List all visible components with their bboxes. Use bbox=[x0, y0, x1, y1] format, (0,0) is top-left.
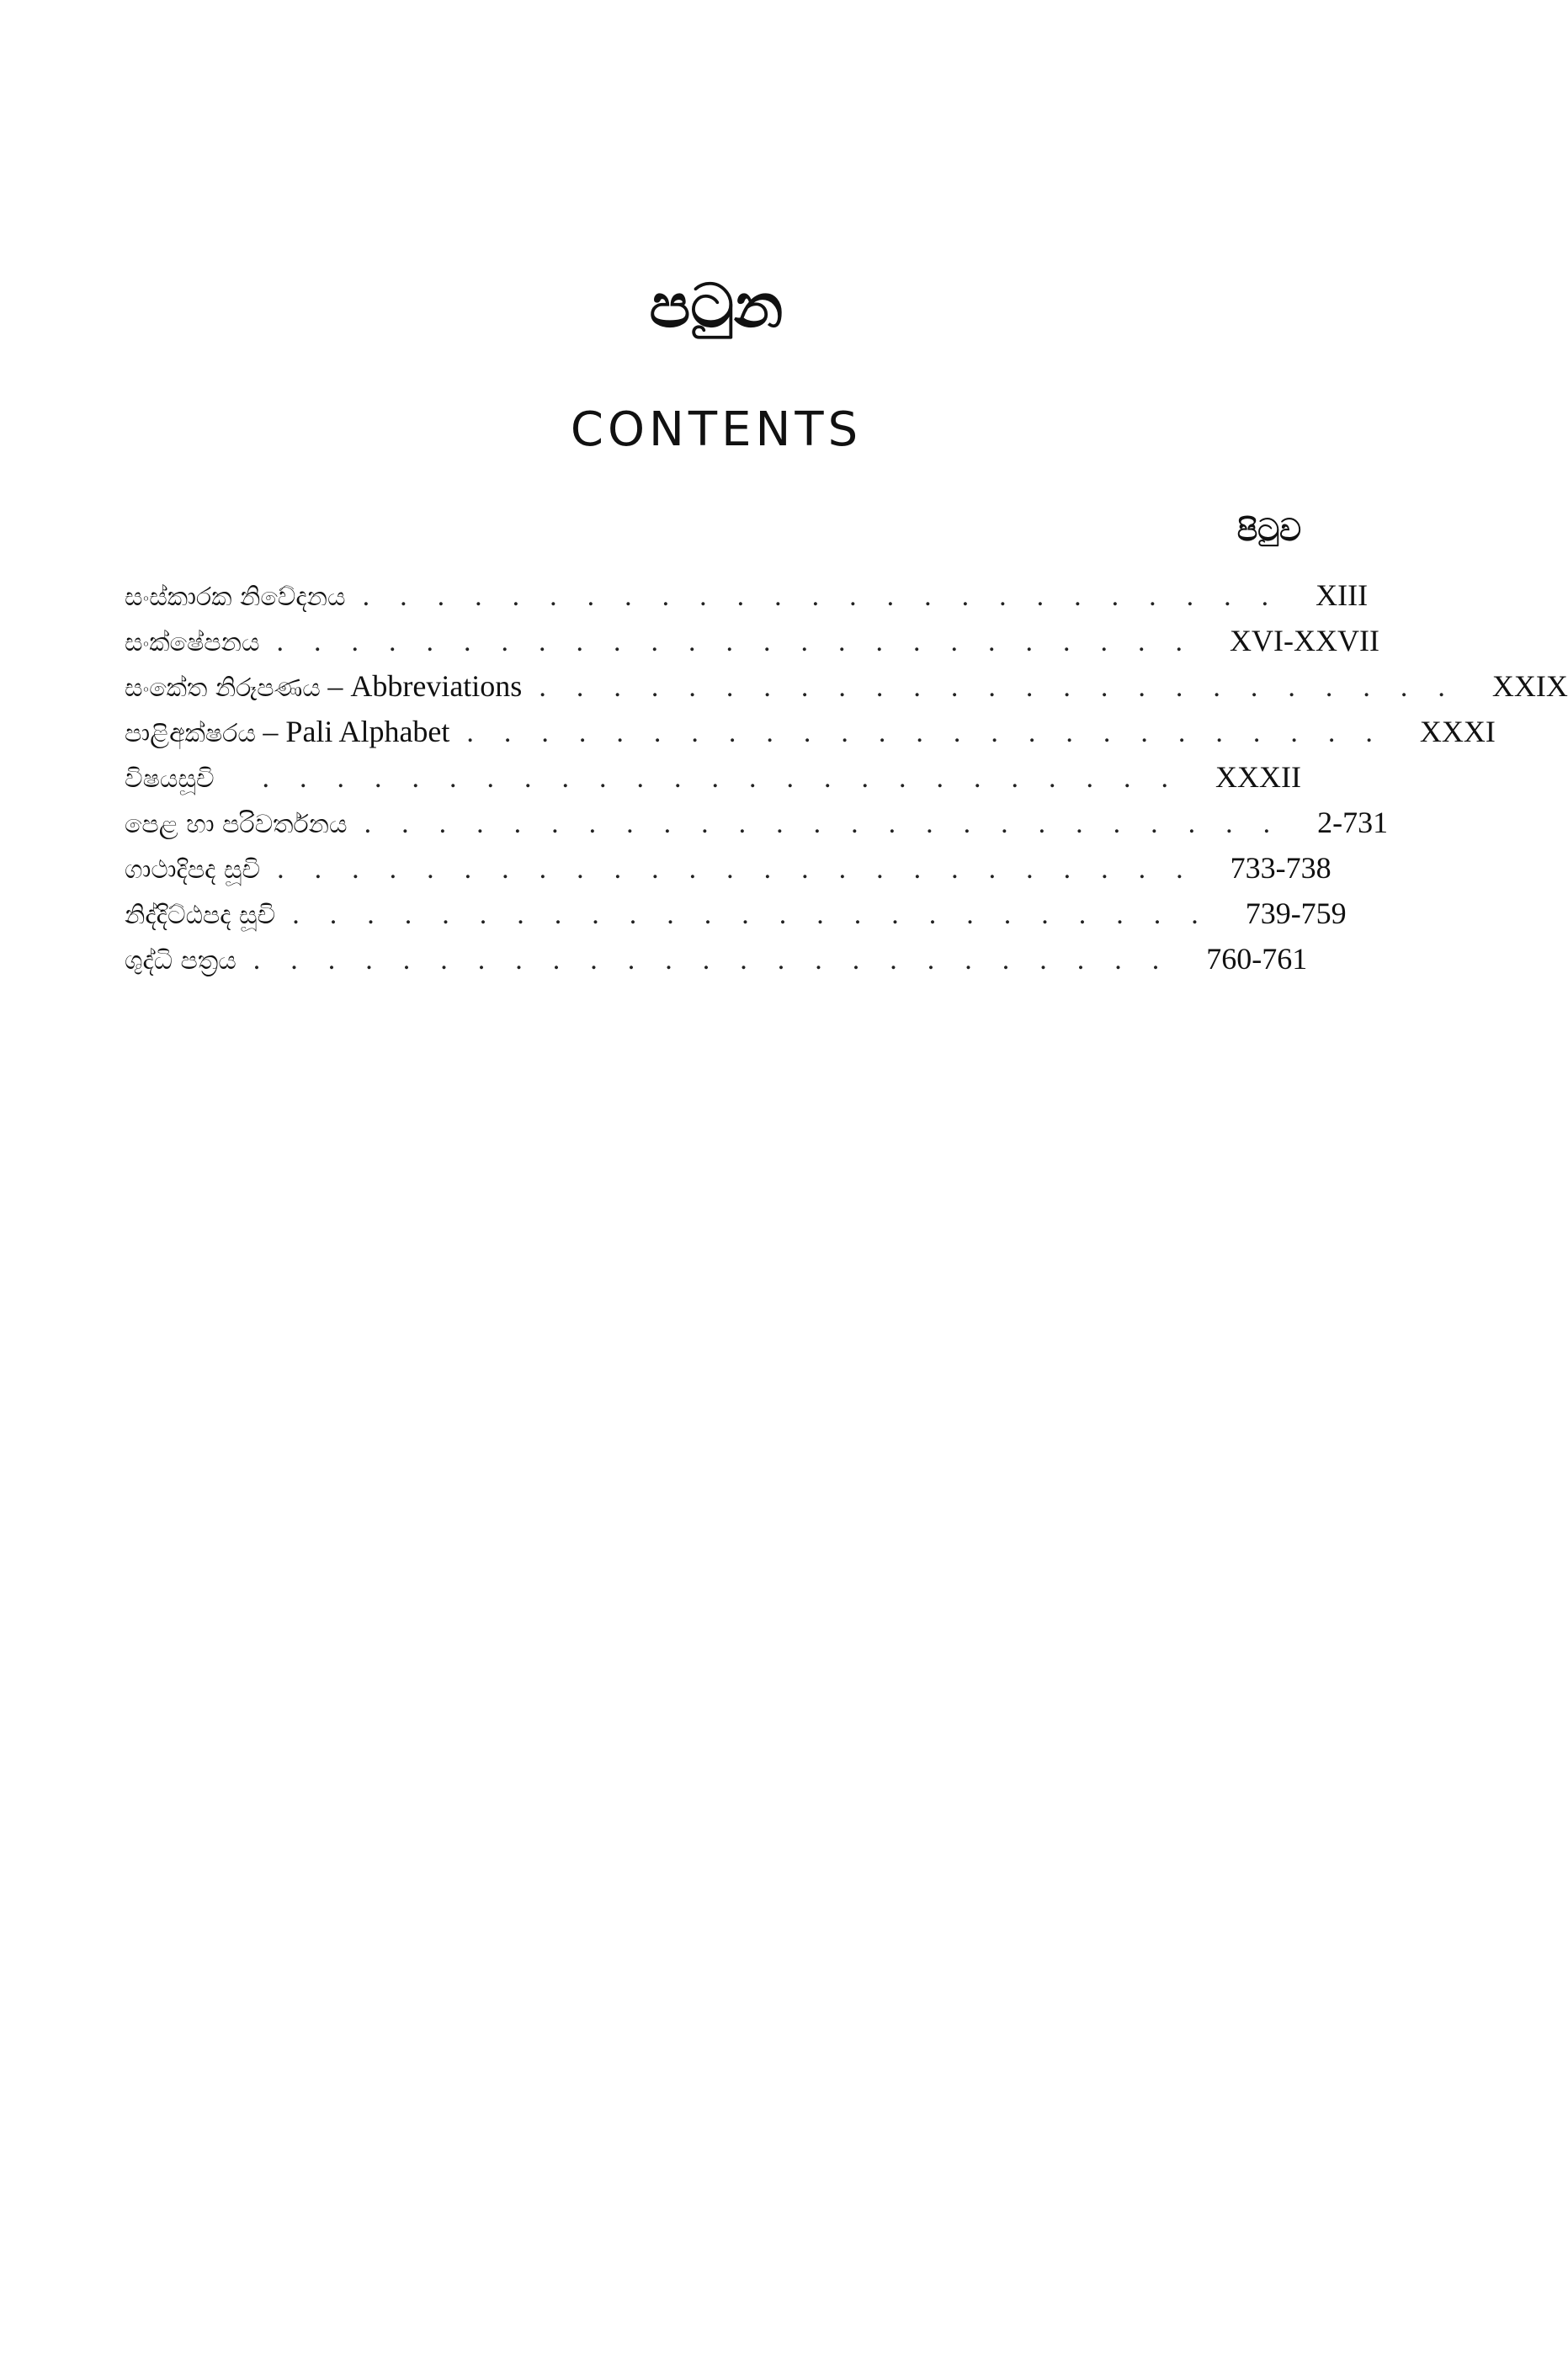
toc-entry[interactable] bbox=[125, 714, 1496, 759]
toc-entry-page: 739-759 bbox=[1245, 896, 1347, 930]
toc-entry-page: XXXI bbox=[1419, 715, 1496, 748]
toc-entry-page: 2-731 bbox=[1317, 806, 1389, 839]
toc-entry-title-sinhala: නිද්දිට්ඨපද සූචි bbox=[125, 901, 276, 930]
toc-entry-title bbox=[125, 944, 237, 976]
toc-entry-page: 760-761 bbox=[1206, 942, 1308, 976]
toc-entry[interactable] bbox=[125, 759, 1301, 805]
page-title: CONTENTS bbox=[570, 402, 863, 457]
toc-entry-title-english: – Pali Alphabet bbox=[263, 715, 450, 748]
page-title-sinhala: පටුන bbox=[649, 270, 784, 341]
toc-entry[interactable] bbox=[125, 850, 1331, 896]
toc-entry-title-sinhala: පෙළ හා පරිවර්තනය bbox=[125, 810, 348, 839]
toc-entry-title-sinhala: සංකේත නිරූපණය bbox=[125, 673, 321, 703]
toc-entry[interactable] bbox=[125, 896, 1347, 941]
toc-entry-title-sinhala: පාළිඅක්ෂරය bbox=[125, 719, 256, 748]
dot-leader: ......................... bbox=[292, 899, 1229, 930]
toc-entry-page: XIII bbox=[1316, 578, 1369, 612]
toc-entry-title-sinhala: විෂයසූචි bbox=[125, 764, 215, 794]
toc-entry-title bbox=[125, 854, 260, 886]
toc-entry-page: XXIX bbox=[1491, 669, 1568, 703]
toc-entry[interactable] bbox=[125, 623, 1379, 668]
toc-entry[interactable] bbox=[125, 577, 1369, 623]
dot-leader: ......................... bbox=[362, 581, 1300, 612]
dot-leader: ......................... bbox=[276, 626, 1214, 657]
toc-entry[interactable] bbox=[125, 941, 1308, 987]
dot-leader: ......................... bbox=[262, 763, 1199, 794]
toc-entry-page: XXXII bbox=[1215, 760, 1301, 794]
toc-entry-title-english: – Abbreviations bbox=[327, 669, 523, 703]
toc-entry-title bbox=[125, 581, 346, 613]
table-of-contents bbox=[125, 577, 1568, 987]
toc-entry-title-sinhala: ගාථාදිපද සූචි bbox=[125, 855, 261, 885]
toc-entry-title bbox=[125, 668, 522, 704]
dot-leader: ......................... bbox=[539, 672, 1475, 703]
toc-entry-title bbox=[125, 626, 260, 658]
page-column-heading: පිටුව bbox=[1236, 513, 1301, 548]
dot-leader: ......................... bbox=[252, 944, 1190, 976]
toc-entry-title-sinhala: සංස්කාරක නිවේදනය bbox=[125, 583, 346, 612]
toc-entry-title bbox=[125, 899, 275, 931]
dot-leader: ......................... bbox=[466, 717, 1403, 748]
toc-entry-title-sinhala: ශුද්ධි පත්‍රය bbox=[125, 946, 237, 976]
toc-entry-title bbox=[125, 808, 348, 840]
toc-entry-title bbox=[125, 763, 215, 795]
toc-entry-title bbox=[125, 714, 449, 749]
toc-entry-page: 733-738 bbox=[1230, 851, 1331, 885]
toc-entry[interactable] bbox=[125, 668, 1568, 714]
dot-leader: ......................... bbox=[277, 854, 1214, 885]
toc-entry-title-sinhala: සංක්ෂේපනය bbox=[125, 628, 260, 657]
toc-entry[interactable] bbox=[125, 805, 1389, 850]
toc-entry-page: XVI-XXVII bbox=[1230, 624, 1379, 657]
dot-leader: ......................... bbox=[364, 808, 1301, 839]
